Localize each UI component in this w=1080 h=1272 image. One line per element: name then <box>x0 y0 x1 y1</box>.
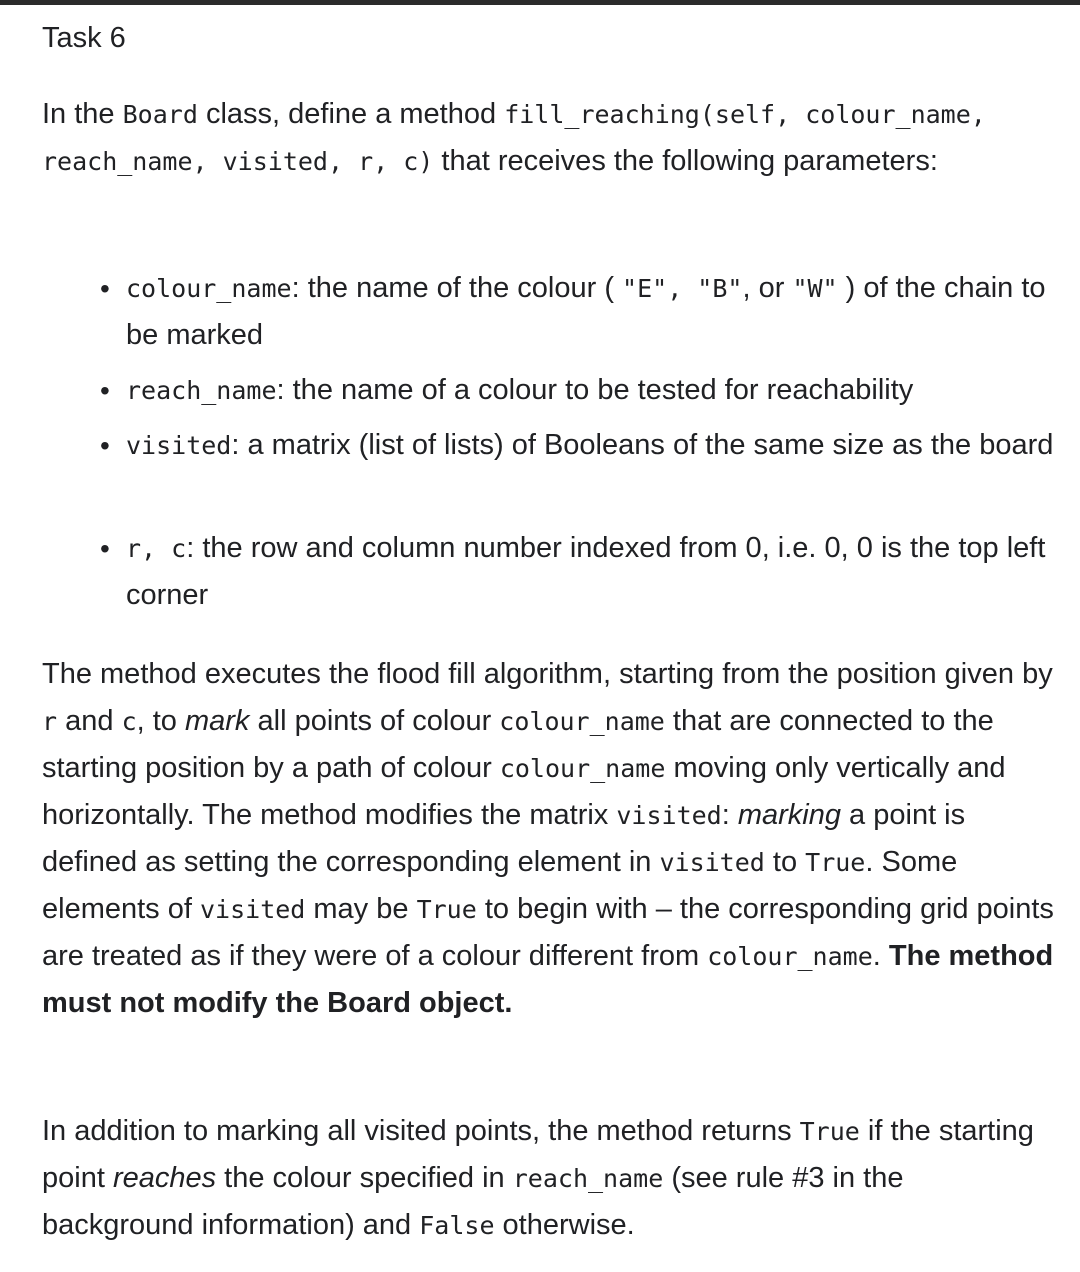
emphasis-mark: mark <box>184 705 250 737</box>
code-r: r <box>42 707 58 736</box>
code-visited: visited <box>199 895 306 924</box>
list-item <box>100 367 1061 414</box>
bold-warning: The method must not modify the Board object. <box>42 940 1054 1019</box>
code-colour-name: colour_name <box>707 942 873 971</box>
returns-text: (see rule #3 in the background information) and <box>42 1162 904 1241</box>
list-item <box>100 265 1061 359</box>
task-title: Task 6 <box>42 22 126 54</box>
method-text: to <box>764 846 806 878</box>
emphasis-reaches: reaches <box>112 1162 217 1194</box>
returns-text: if the starting point <box>42 1115 1034 1194</box>
param-text: ) of the chain to be marked <box>126 272 1046 351</box>
param-name: visited <box>126 431 232 460</box>
returns-text: the colour specified in <box>216 1162 513 1194</box>
code-visited: visited <box>659 848 765 877</box>
intro-text: class, define a method <box>197 98 505 130</box>
code-colour-name: colour_name <box>499 707 665 736</box>
param-name: colour_name <box>126 274 292 303</box>
method-text: and <box>57 705 122 737</box>
code-true: True <box>805 848 866 877</box>
method-text: that are connected to the starting position by a path of colour <box>42 705 994 784</box>
method-text: The method executes the flood fill algorithm, starting from the position given by <box>42 658 1053 690</box>
returns-text: otherwise. <box>494 1209 635 1241</box>
emphasis-marking: marking <box>737 799 841 831</box>
code-true: True <box>799 1117 860 1146</box>
code-true: True <box>416 895 477 924</box>
intro-text: In the <box>42 98 123 130</box>
param-text: : the row and column number indexed from 0, i.e. 0, 0 is the top left corner <box>126 532 1046 611</box>
top-border <box>0 0 1080 5</box>
method-text: . <box>872 940 889 972</box>
method-text: , to <box>136 705 185 737</box>
method-text: may be <box>305 893 417 925</box>
bullet: • <box>100 273 110 304</box>
code-signature: fill_reaching(self, colour_name, reach_name, visited, r, c) <box>42 100 986 176</box>
code-colour-name: colour_name <box>499 754 666 783</box>
param-text: : the name of the colour ( <box>291 272 623 304</box>
method-text: : <box>721 799 738 831</box>
code-reach-name: reach_name <box>512 1164 664 1193</box>
list-item <box>100 422 1061 469</box>
param-name: reach_name <box>126 376 277 405</box>
param-code: "E", "B" <box>622 274 743 303</box>
returns-paragraph <box>42 1108 1057 1249</box>
param-text: , or <box>742 272 793 304</box>
returns-text: In addition to marking all visited points, the method returns <box>42 1115 800 1147</box>
param-text: : the name of a colour to be tested for reachability <box>276 374 914 406</box>
method-text: . Some elements of <box>42 846 958 925</box>
code-visited: visited <box>616 801 722 830</box>
method-text: moving only vertically and horizontally. The method modifies the matrix <box>42 752 1006 831</box>
method-paragraph <box>42 651 1057 1027</box>
code-c: c <box>121 707 137 736</box>
method-text: to begin with – the corresponding grid points are treated as if they were of a colour different from <box>42 893 1054 972</box>
param-code: "W" <box>792 274 838 303</box>
method-text: all points of colour <box>249 705 500 737</box>
code-board: Board <box>122 100 198 129</box>
code-false: False <box>419 1211 495 1240</box>
intro-paragraph <box>42 91 1057 185</box>
intro-text: that receives the following parameters: <box>433 145 938 177</box>
bullet: • <box>100 375 110 406</box>
method-text: a point is defined as setting the corresponding element in <box>42 799 966 878</box>
bullet: • <box>100 533 110 564</box>
param-name: r, c <box>126 534 187 563</box>
param-text: : a matrix (list of lists) of Booleans of the same size as the board <box>231 429 1054 461</box>
list-item <box>100 525 1061 619</box>
bullet: • <box>100 430 110 461</box>
